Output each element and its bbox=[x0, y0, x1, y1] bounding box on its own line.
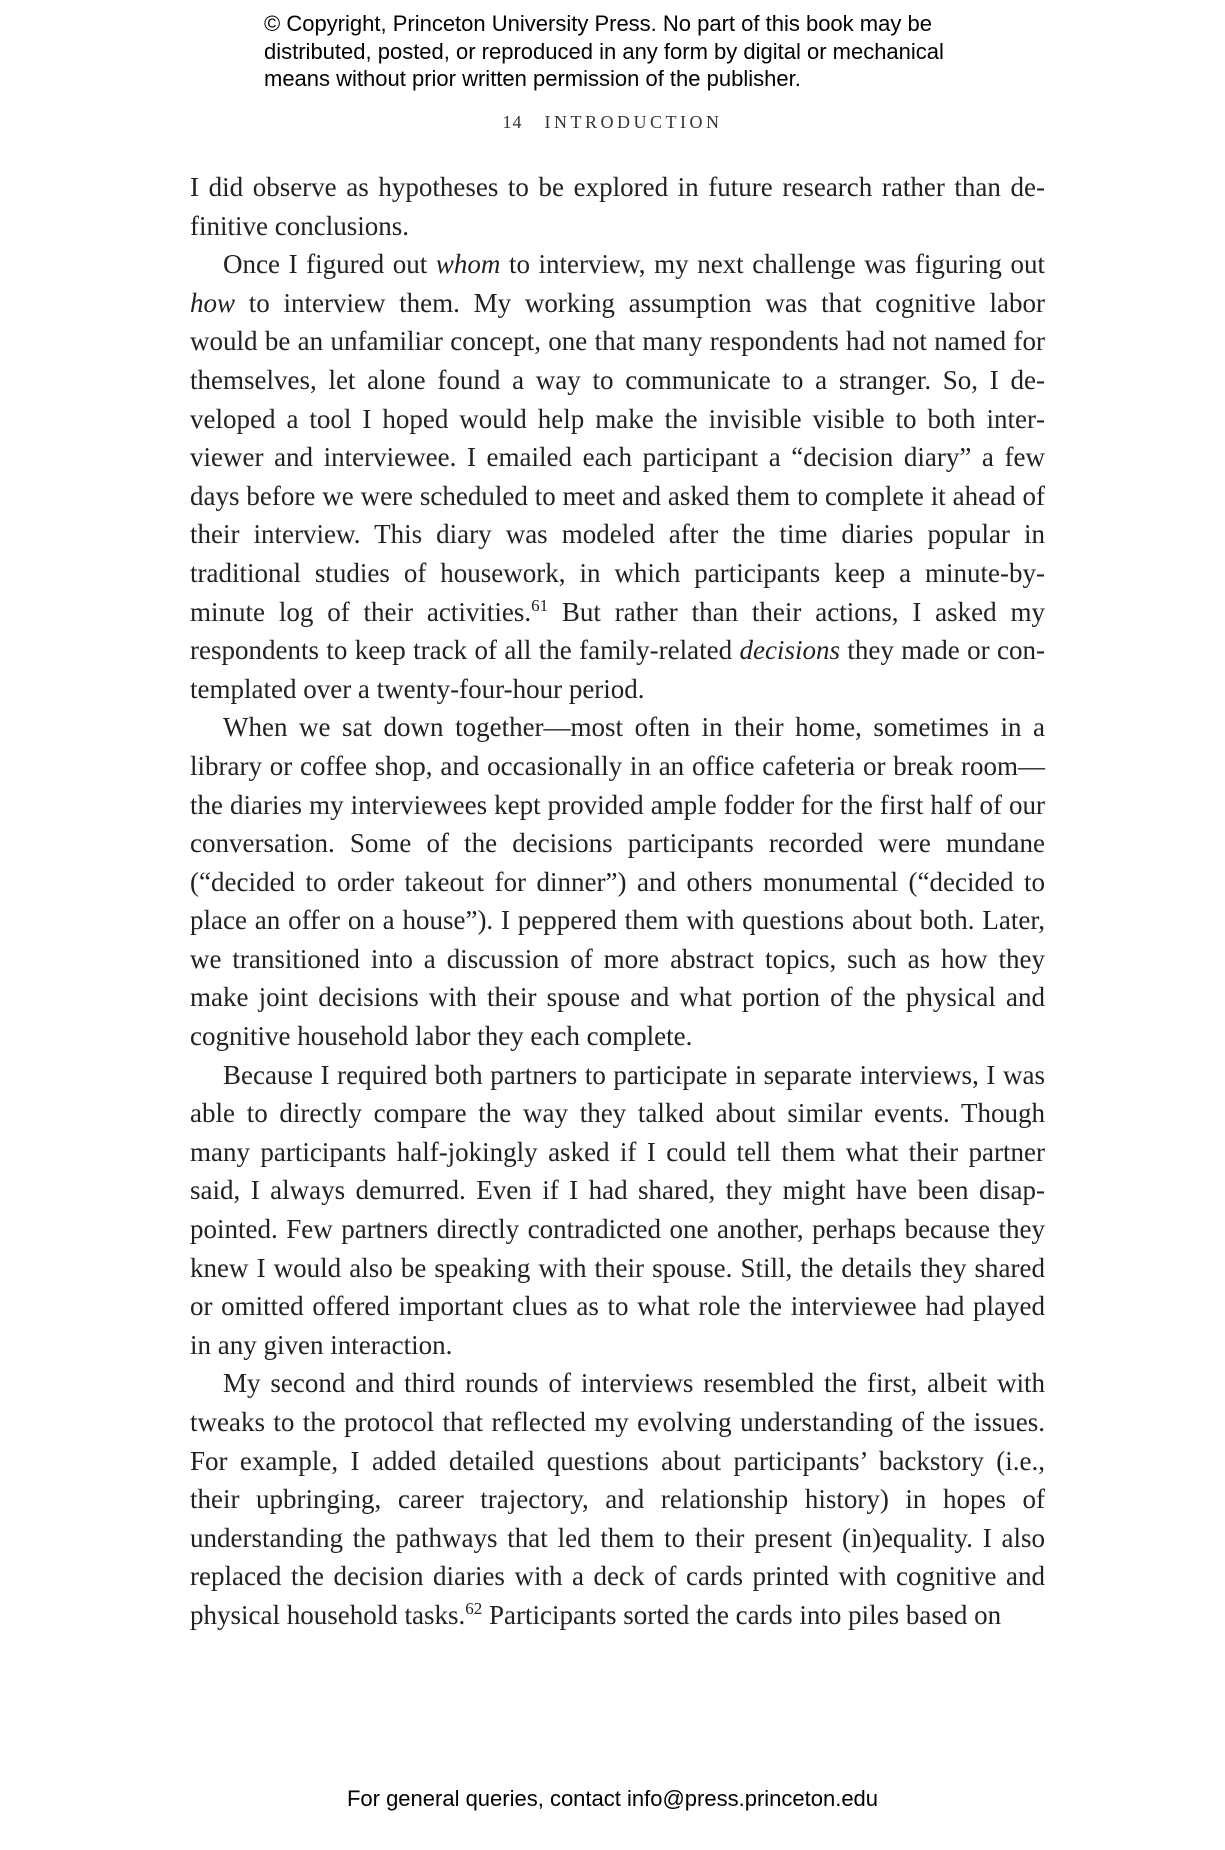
body-text bbox=[190, 168, 1045, 1635]
page-number: 14 bbox=[502, 112, 523, 132]
paragraph-5-text-1: My second and third rounds of interviews resembled the first, albeit with tweaks to the protocol that reflected my evolving understanding of the issues. For example, I added detailed questions about participants’ backstory (i.e., their upbringing, career trajectory, and relationship history) in hopes of understanding the pathways that led them to their present (in)equality. I also replaced the decision diaries with a deck of cards printed with cognitive and physical household tasks. bbox=[190, 1368, 1045, 1630]
paragraph-4: Because I required both partners to participate in separate interviews, I was able to directly compare the way they talked about similar events. Though many participants half-jokingly asked if I could tell them what their partner said, I always demurred. Even if I had shared, they might have been disappointed. Few partners directly contradicted one another, perhaps because they knew I would also be speaking with their spouse. Still, the details they shared or omitted offered important clues as to what role the interviewee had played in any given interaction. bbox=[190, 1059, 1045, 1360]
paragraph-2-text-4: But rather than their actions, I asked my respondents to keep track of all the family-related bbox=[190, 596, 1045, 666]
running-head bbox=[0, 112, 1225, 133]
paragraph-2-text-5: they made or contemplated over a twenty-four-hour period. bbox=[190, 635, 1045, 704]
paragraph-3: When we sat down together—most often in their home, sometimes in a library or coffee shop, and occasionally in an office cafeteria or break room—the diaries my interviewees kept provided ample fodder for the first half of our conversation. Some of the decisions participants recorded were mundane (“decided to order takeout for dinner”) and others monumental (“decided to place an offer on a house”). I peppered them with questions about both. Later, we transitioned into a discussion of more abstract topics, such as how they make joint decisions with their spouse and what portion of the physical and cognitive household labor they each complete. bbox=[190, 712, 1045, 1052]
copyright-line-2: distributed, posted, or reproduced in any form by digital or mechanical bbox=[264, 38, 944, 64]
paragraph-1: I did observe as hypotheses to be explored in future research rather than definitive conclusions. bbox=[190, 172, 1045, 241]
footer-contact: For general queries, contact info@press.princeton.edu bbox=[346, 1786, 879, 1811]
footnote-ref-61[interactable]: 61 bbox=[531, 595, 549, 615]
paragraph-2-emphasis-whom: whom bbox=[435, 249, 501, 280]
paragraph-5 bbox=[190, 1364, 1045, 1634]
paragraph-2-text-2: to interview, my next challenge was figuring out bbox=[500, 249, 1045, 280]
copyright-line-3: means without prior written permission of the publisher. bbox=[264, 66, 801, 91]
paragraph-2-text-3: to interview them. My working assumption was that cognitive labor would be an unfamiliar concept, one that many respondents had not named for themselves, let alone found a way to communicate to a stranger. So, I developed a tool I hoped would help make the invisible visible to both interviewer and interviewee. I emailed each participant a “decision diary” a few days before we were scheduled to meet and asked them to complete it ahead of their interview. This diary was modeled after the time diaries popular in traditional studies of housework, in which participants keep a minute-by-minute log of their activities. bbox=[190, 287, 1045, 627]
paragraph-2 bbox=[190, 245, 1045, 708]
footnote-ref-62[interactable]: 62 bbox=[465, 1598, 483, 1618]
paragraph-5-text-2: Participants sorted the cards into piles based on bbox=[482, 1599, 1002, 1630]
paragraph-2-emphasis-decisions: decisions bbox=[739, 635, 840, 666]
paragraph-2-text-1: Once I figured out bbox=[223, 249, 436, 280]
section-title: INTRODUCTION bbox=[544, 112, 723, 132]
paragraph-2-emphasis-how: how bbox=[190, 287, 236, 318]
copyright-notice bbox=[264, 10, 1024, 93]
copyright-line-1: © Copyright, Princeton University Press. No part of this book may be bbox=[264, 11, 932, 36]
